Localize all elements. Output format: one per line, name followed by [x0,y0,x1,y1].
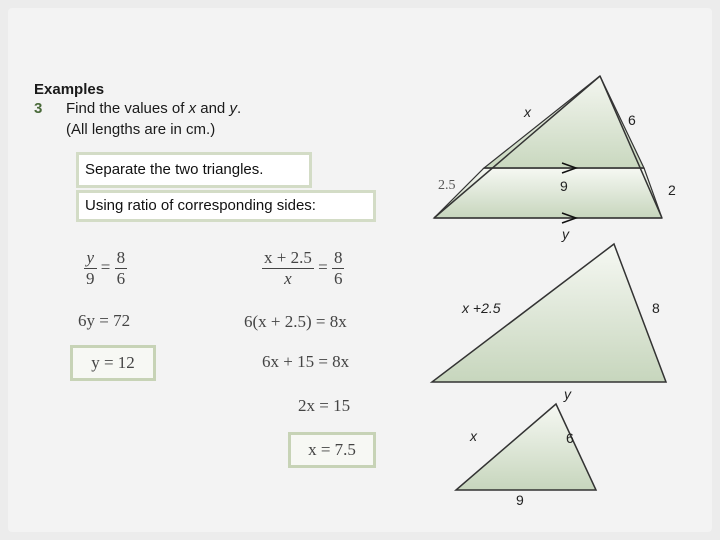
right-step-2: 6(x + 2.5) = 8x [244,312,347,331]
example-heading: Examples [34,81,105,98]
top-label-y: y [562,226,569,242]
top-label-6: 6 [628,112,636,128]
right-ratio-equation: $\frac{x + 2.5}{x}$ = $\frac{8}{6}$ [264,248,343,288]
left-step-2: 6y = 72 [78,311,131,330]
top-label-2: 2 [668,182,676,198]
big-triangle-lower-part [434,168,662,218]
left-answer-box: y = 12 [70,345,156,381]
step-ratio-box: Using ratio of corresponding sides: [76,190,376,222]
bottom-label-x: x [470,428,477,444]
left-ratio-equation: $\frac{y}{9}$ = $\frac{8}{6}$ [86,248,126,288]
right-step-3: 6x + 15 = 8x [262,352,350,371]
question-line-1: Find the values of x and y. [66,100,242,117]
question-line-2: (All lengths are in cm.) [66,121,216,138]
top-label-2-5: 2.5 [438,178,456,193]
right-step-4: 2x = 15 [298,396,351,415]
example-number: 3 [34,100,43,117]
step-separate-box: Separate the two triangles. [76,152,312,188]
right-answer-box: x = 7.5 [288,432,376,468]
middle-label-8: 8 [652,300,660,316]
bottom-label-9: 9 [516,492,524,508]
top-label-x: x [524,104,531,120]
top-label-9: 9 [560,178,568,194]
middle-label-x-plus-2-5: x +2.5 [462,300,501,316]
bottom-triangle [456,404,596,490]
bottom-label-6: 6 [566,430,574,446]
middle-label-y: y [564,386,571,402]
